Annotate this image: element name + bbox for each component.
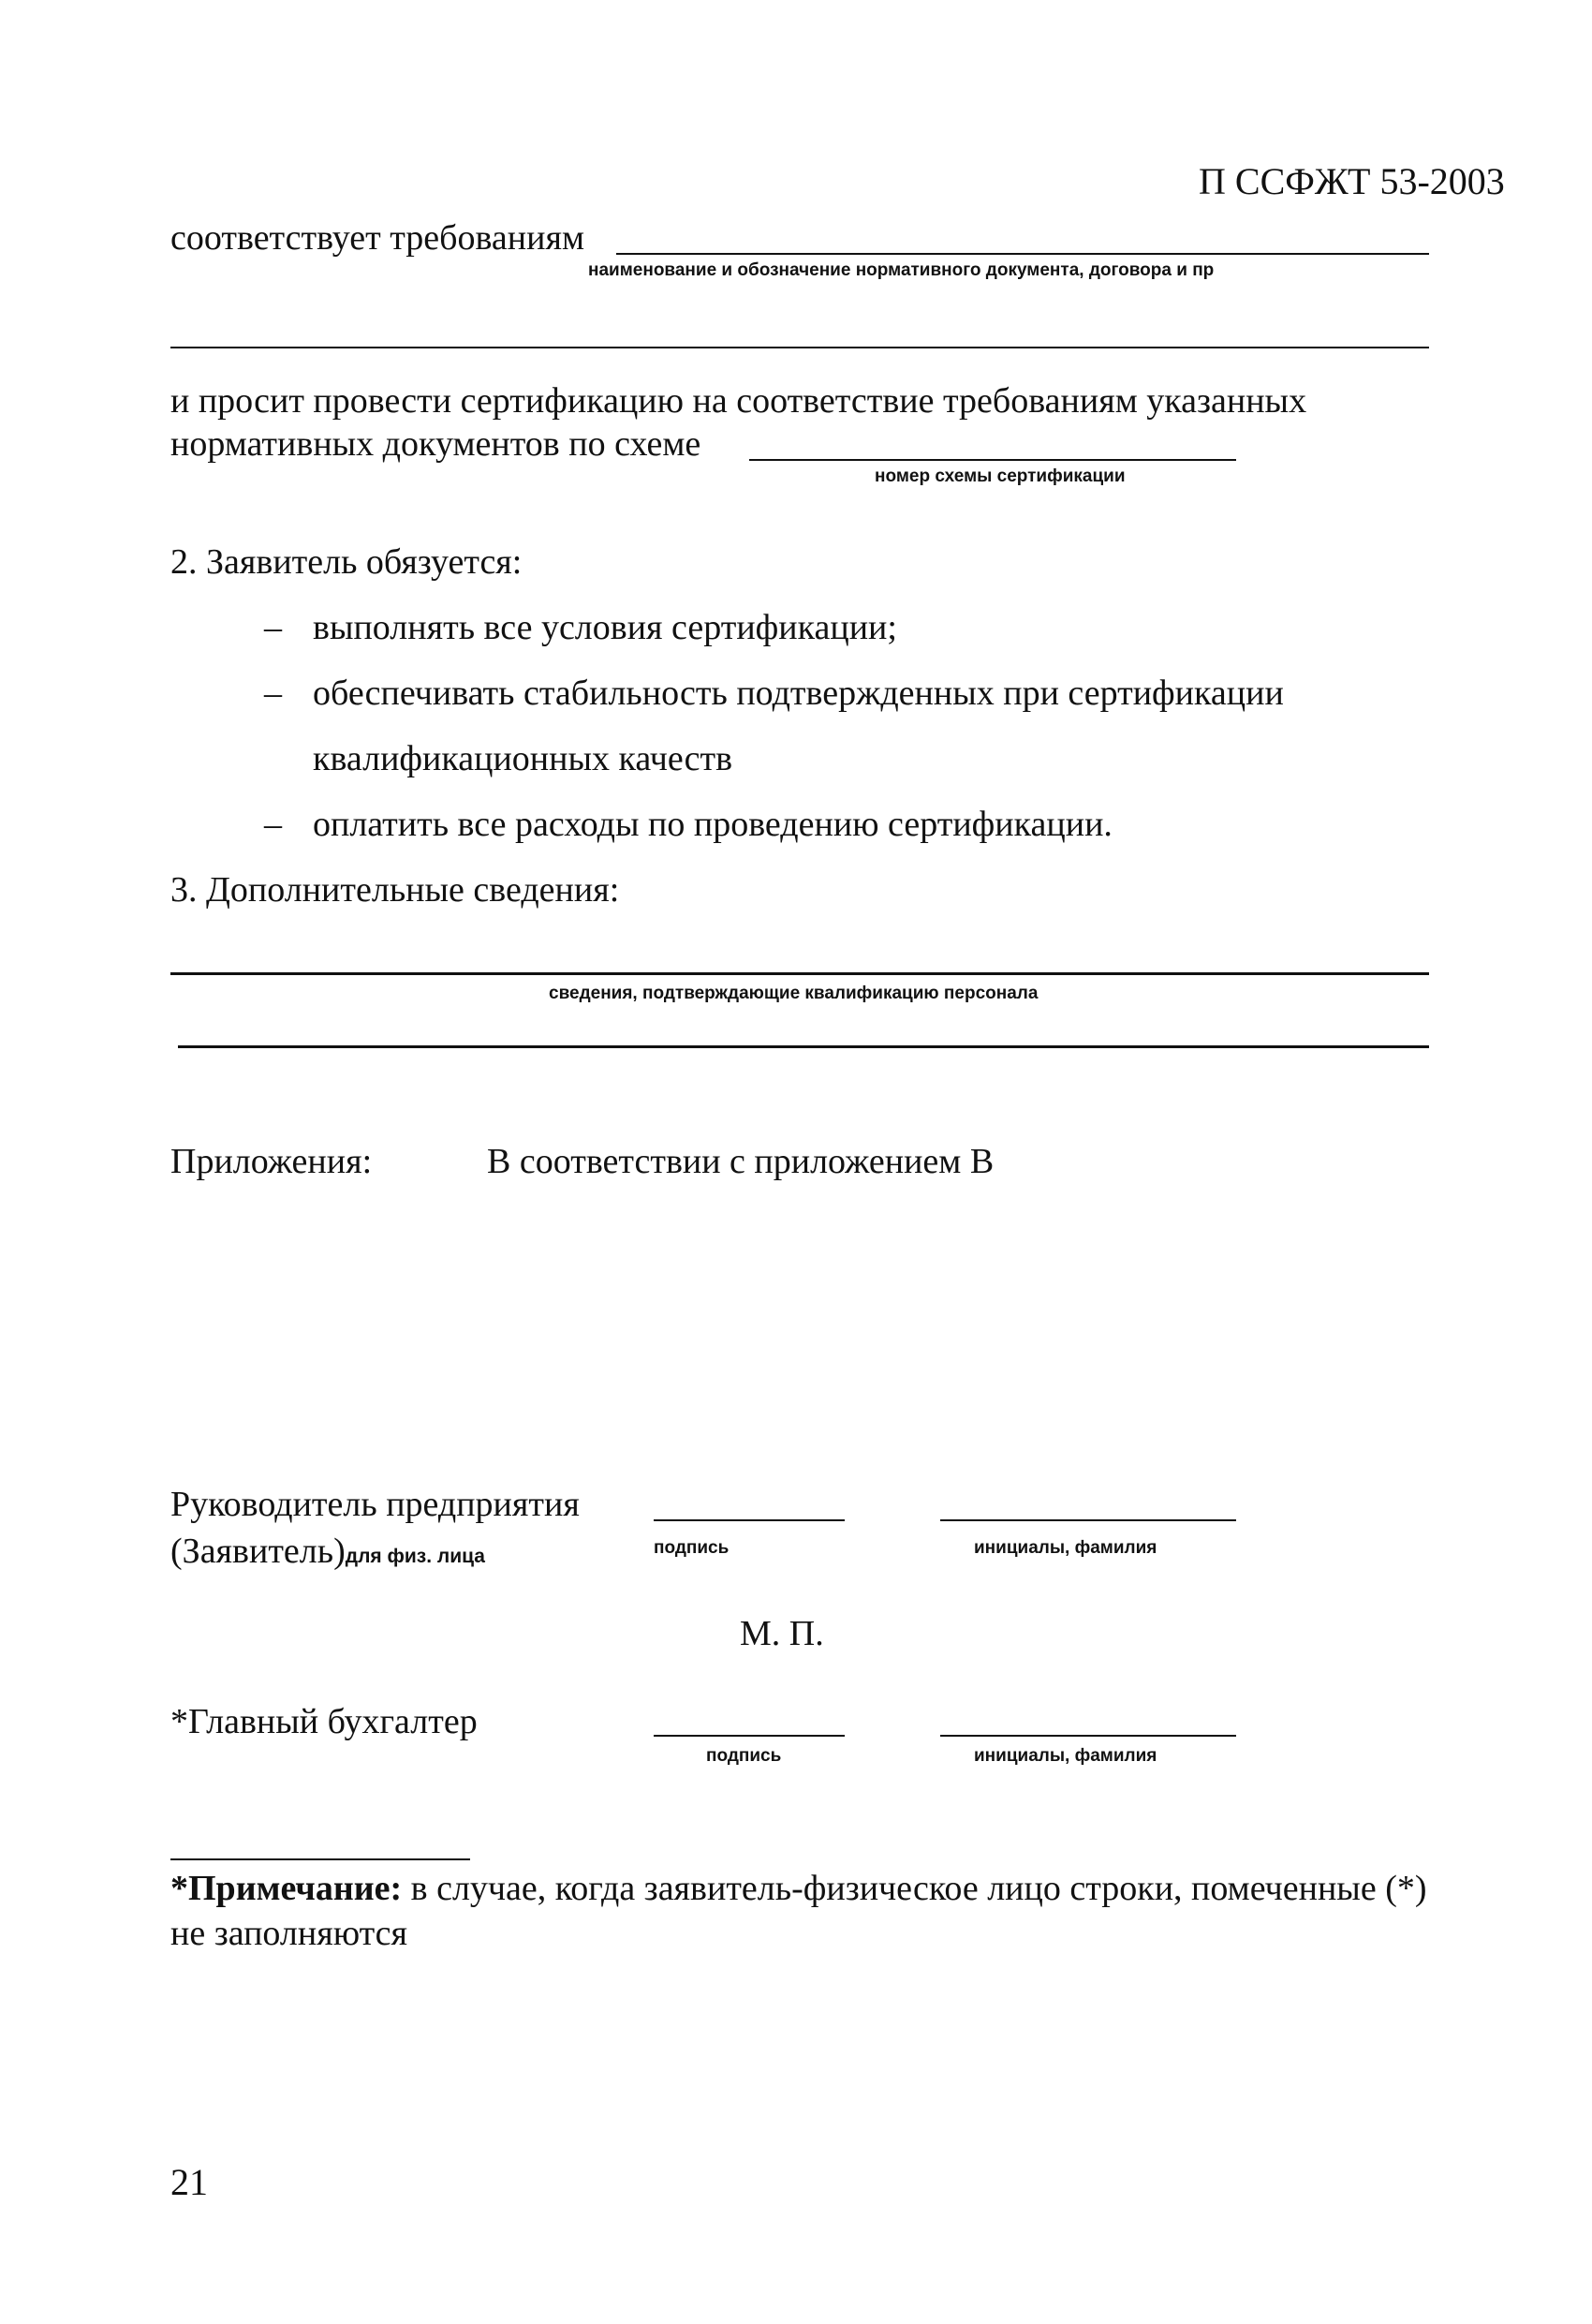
accountant-name-line [940,1735,1236,1737]
name-caption: инициалы, фамилия [974,1746,1157,1766]
obligation-text: обеспечивать стабильность подтвержденных при сертификации [313,674,1284,713]
request-text-line2: нормативных документов по схеме [170,424,701,464]
name-caption: инициалы, фамилия [974,1538,1157,1558]
list-dash: – [264,805,282,844]
scheme-caption: номер схемы сертификации [875,466,1126,486]
requirements-blank-line [616,253,1429,255]
footnote-label: *Примечание: [170,1869,403,1908]
signature-caption: подпись [706,1746,782,1766]
head-name-line [940,1519,1236,1521]
obligation-text: оплатить все расходы по проведению сертификации. [313,805,1113,844]
request-text-line1: и просит провести сертификацию на соответствие требованиям указанных [170,381,1307,421]
head-title: Руководитель предприятия [170,1485,580,1524]
individual-note: для физ. лица [345,1546,485,1567]
page-number: 21 [170,2161,208,2203]
footnote-separator [170,1858,470,1860]
additional-blank-line [170,972,1429,975]
footnote [170,1868,1427,1909]
accountant-signature-line [654,1735,845,1737]
list-dash: – [264,674,282,713]
applicant-label: (Заявитель) [170,1532,346,1571]
attachments-value: В соответствии с приложением В [487,1142,995,1181]
additional-heading: 3. Дополнительные сведения: [170,870,620,910]
obligations-heading: 2. Заявитель обязуется: [170,542,523,582]
stamp-place: М. П. [740,1614,824,1653]
document-code: П ССФЖТ 53-2003 [1199,160,1505,202]
footnote-text: в случае, когда заявитель-физическое лицо строки, помеченные (*) [402,1869,1427,1908]
additional-caption: сведения, подтверждающие квалификацию персонала [549,984,1039,1003]
obligation-item [264,673,1284,714]
signature-caption: подпись [654,1538,730,1558]
requirements-caption: наименование и обозначение нормативного документа, договора и пр [588,260,1215,280]
obligation-text-continued: квалификационных качеств [313,739,733,778]
obligation-text: выполнять все условия сертификации; [313,608,897,647]
complies-label: соответствует требованиям [170,218,584,258]
head-signature-line [654,1519,845,1521]
scheme-blank-line [749,459,1236,461]
additional-blank-line-2 [178,1045,1429,1048]
obligation-item [264,607,897,648]
accountant-title: *Главный бухгалтер [170,1702,478,1741]
applicant-title [170,1531,485,1577]
list-dash: – [264,608,282,647]
footnote-text-continued: не заполняются [170,1914,407,1953]
attachments-label: Приложения: [170,1142,373,1181]
obligation-item [264,804,1113,845]
requirements-blank-line-2 [170,347,1429,348]
